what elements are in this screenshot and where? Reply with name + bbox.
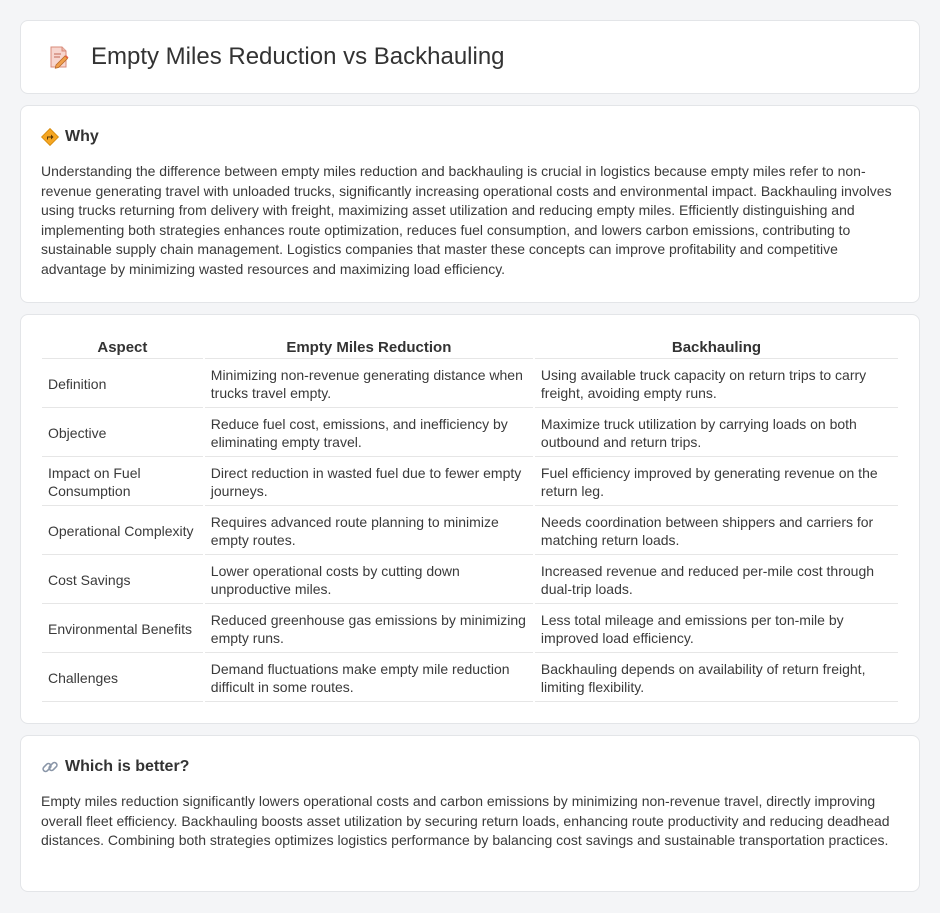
aspect-cell: Operational Complexity bbox=[42, 508, 203, 555]
diamond-sign-icon bbox=[41, 128, 59, 146]
table-row bbox=[42, 459, 898, 506]
empty-miles-cell: Requires advanced route planning to minimize empty routes. bbox=[205, 508, 533, 555]
aspect-cell: Objective bbox=[42, 410, 203, 457]
backhauling-cell: Needs coordination between shippers and carriers for matching return loads. bbox=[535, 508, 898, 555]
which-better-heading: Which is better? bbox=[65, 758, 190, 775]
page-title: Empty Miles Reduction vs Backhauling bbox=[91, 43, 505, 70]
backhauling-cell: Fuel efficiency improved by generating revenue on the return leg. bbox=[535, 459, 898, 506]
backhauling-cell: Backhauling depends on availability of return freight, limiting flexibility. bbox=[535, 655, 898, 702]
why-header bbox=[41, 128, 899, 146]
column-header-aspect: Aspect bbox=[42, 335, 203, 359]
link-icon bbox=[41, 758, 59, 776]
backhauling-cell: Maximize truck utilization by carrying loads on both outbound and return trips. bbox=[535, 410, 898, 457]
why-heading: Why bbox=[65, 128, 99, 145]
aspect-cell: Cost Savings bbox=[42, 557, 203, 604]
empty-miles-cell: Demand fluctuations make empty mile reduction difficult in some routes. bbox=[205, 655, 533, 702]
table-row bbox=[42, 557, 898, 604]
why-section bbox=[20, 105, 920, 303]
table-header-row bbox=[42, 335, 898, 359]
table-row bbox=[42, 606, 898, 653]
backhauling-cell: Less total mileage and emissions per ton-mile by improved load efficiency. bbox=[535, 606, 898, 653]
column-header-backhauling: Backhauling bbox=[535, 335, 898, 359]
aspect-cell: Environmental Benefits bbox=[42, 606, 203, 653]
document-pencil-icon bbox=[47, 45, 71, 69]
empty-miles-cell: Minimizing non-revenue generating distance when trucks travel empty. bbox=[205, 361, 533, 408]
empty-miles-cell: Lower operational costs by cutting down unproductive miles. bbox=[205, 557, 533, 604]
backhauling-cell: Using available truck capacity on return trips to carry freight, avoiding empty runs. bbox=[535, 361, 898, 408]
empty-miles-cell: Reduced greenhouse gas emissions by minimizing empty runs. bbox=[205, 606, 533, 653]
table-row bbox=[42, 410, 898, 457]
backhauling-cell: Increased revenue and reduced per-mile cost through dual-trip loads. bbox=[535, 557, 898, 604]
table-row bbox=[42, 361, 898, 408]
which-better-section bbox=[20, 735, 920, 892]
comparison-card bbox=[20, 314, 920, 724]
aspect-cell: Definition bbox=[42, 361, 203, 408]
comparison-table bbox=[40, 333, 900, 704]
table-row bbox=[42, 655, 898, 702]
empty-miles-cell: Reduce fuel cost, emissions, and inefficiency by eliminating empty travel. bbox=[205, 410, 533, 457]
table-row bbox=[42, 508, 898, 555]
column-header-empty-miles: Empty Miles Reduction bbox=[205, 335, 533, 359]
empty-miles-cell: Direct reduction in wasted fuel due to fewer empty journeys. bbox=[205, 459, 533, 506]
aspect-cell: Challenges bbox=[42, 655, 203, 702]
why-paragraph: Understanding the difference between empty miles reduction and backhauling is crucial in logistics because empty miles refer to non-revenue generating travel with unloaded trucks, significantly increasing operational costs and environmental impact. Backhauling involves using trucks returning from delivery with freight, maximizing asset utilization and reducing empty miles. Efficiently distinguishing and implementing both strategies enhances route optimization, reduces fuel consumption, and lowers carbon emissions, contributing to sustainable supply chain management. Logistics companies that master these concepts can improve profitability and competitive advantage by minimizing wasted resources and maximizing load efficiency. bbox=[41, 163, 892, 277]
aspect-cell: Impact on Fuel Consumption bbox=[42, 459, 203, 506]
which-better-paragraph: Empty miles reduction significantly lowers operational costs and carbon emissions by minimizing non-revenue travel, directly improving overall fleet efficiency. Backhauling boosts asset utilization by securing return loads, enhancing route productivity and reducing deadhead distances. Combining both strategies optimizes logistics performance by balancing cost savings and sustainable transportation practices. bbox=[41, 793, 890, 848]
which-better-header bbox=[41, 758, 899, 776]
title-card bbox=[20, 20, 920, 94]
